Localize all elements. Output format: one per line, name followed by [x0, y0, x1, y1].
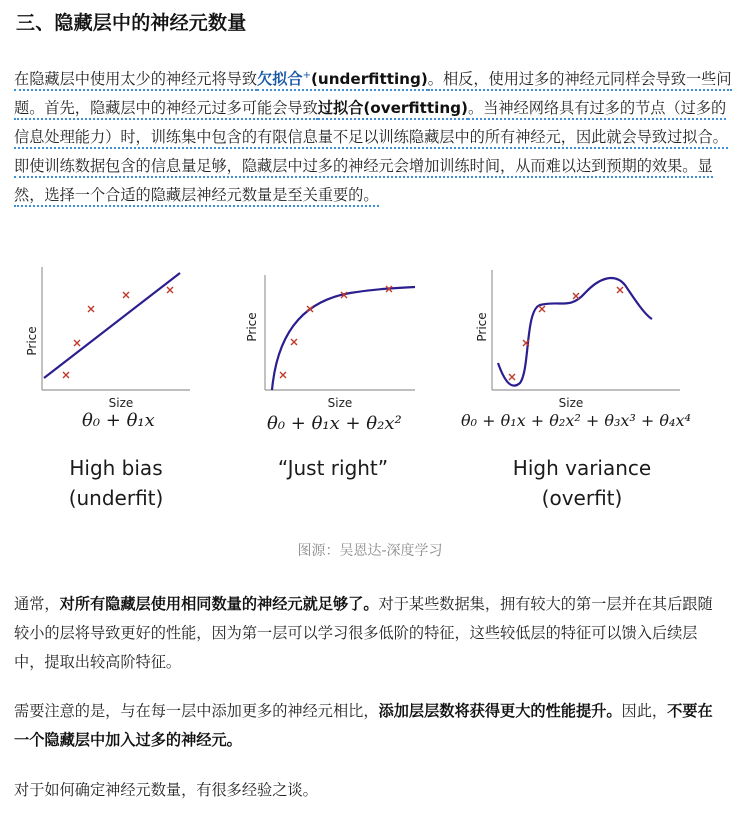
section-heading: 三、隐藏层中的神经元数量	[16, 12, 247, 34]
intro-text-3: 。当神经网络具有过多的节点（过多的信息处理能力）时，训练集中包含的有限信息量不足以训练隐藏层中的所有神经元，因此就会导致过拟合。即使训练数据包含的信息量足够，隐藏层中过多的神经元会增加训练时间，从而难以达到预期的效果。显然，选择一个合适的隐藏层神经元数量是至关重要的。	[14, 99, 728, 207]
axis-y-label-2: Price	[245, 312, 259, 342]
p3-bold1: 添加层层数将获得更大的性能提升。	[378, 702, 622, 720]
caption-overfit-line1: High variance	[512, 456, 652, 480]
linear-fit-curve	[44, 273, 180, 378]
p2-lead: 通常，	[14, 595, 60, 613]
formula-just-right: θ₀ + θ₁x + θ₂x²	[267, 413, 402, 434]
quadratic-fit-curve	[272, 287, 415, 390]
overfitting-term: 过拟合(overfitting)	[317, 99, 468, 118]
p3-bold2: 不要在一个隐藏层中加入过多的神经元。	[14, 702, 713, 749]
p2-rest: 对于某些数据集，拥有较大的第一层并在其后跟随较小的层将导致更好的性能，因为第一层可以学习很多低阶的特征，这些较低层的特征可以馈入后续层中，提取出较高阶特征。	[14, 595, 713, 671]
plot-just-right	[245, 275, 415, 410]
formula-underfit: θ₀ + θ₁x	[82, 410, 155, 431]
underfitting-link[interactable]: 欠拟合	[257, 70, 303, 89]
caption-underfit-line2: (underfit)	[68, 486, 164, 510]
data-markers-2	[280, 286, 392, 378]
intro-text-1: 在隐藏层中使用太少的神经元将导致	[14, 70, 257, 91]
plot-underfit	[25, 267, 190, 410]
axis-y-label-1: Price	[25, 326, 39, 356]
paragraph-same-neurons	[14, 590, 724, 677]
caption-overfit-line2: (overfit)	[541, 486, 623, 510]
p3-lead: 需要注意的是，与在每一层中添加更多的神经元相比，	[14, 702, 379, 720]
axis-x-label-1: Size	[108, 396, 134, 410]
paragraph-intro	[14, 61, 732, 210]
intro-text-2: 。相反，使用过多的神经元同样会导致一些问题。首先，隐藏层中的神经元过多可能会导致	[14, 70, 732, 120]
paragraph-rules-of-thumb: 对于如何确定神经元数量，有很多经验之谈。	[14, 781, 318, 799]
axis-x-label-2: Size	[327, 396, 353, 410]
plot-overfit	[475, 270, 680, 410]
caption-underfit-line1: High bias	[69, 456, 163, 480]
figure-source: 图源：吴恩达-深度学习	[297, 543, 443, 559]
caption-underfit	[16, 453, 216, 513]
caption-just-right	[233, 453, 433, 483]
formula-overfit: θ₀ + θ₁x + θ₂x² + θ₃x³ + θ₄x⁴	[461, 411, 691, 430]
data-markers-1	[63, 287, 173, 378]
p3-mid: 因此，	[621, 702, 668, 720]
link-sup-icon: +	[302, 70, 311, 81]
underfitting-term: (underfitting)	[310, 70, 428, 89]
p2-bold: 对所有隐藏层使用相同数量的神经元就足够了。	[59, 595, 379, 613]
axis-x-label-3: Size	[558, 396, 584, 410]
axis-y-label-3: Price	[475, 312, 489, 342]
caption-overfit	[482, 453, 682, 513]
caption-just-right-line1: “Just right”	[277, 456, 389, 480]
fitting-figure	[20, 255, 720, 525]
paragraph-more-layers	[14, 697, 724, 755]
